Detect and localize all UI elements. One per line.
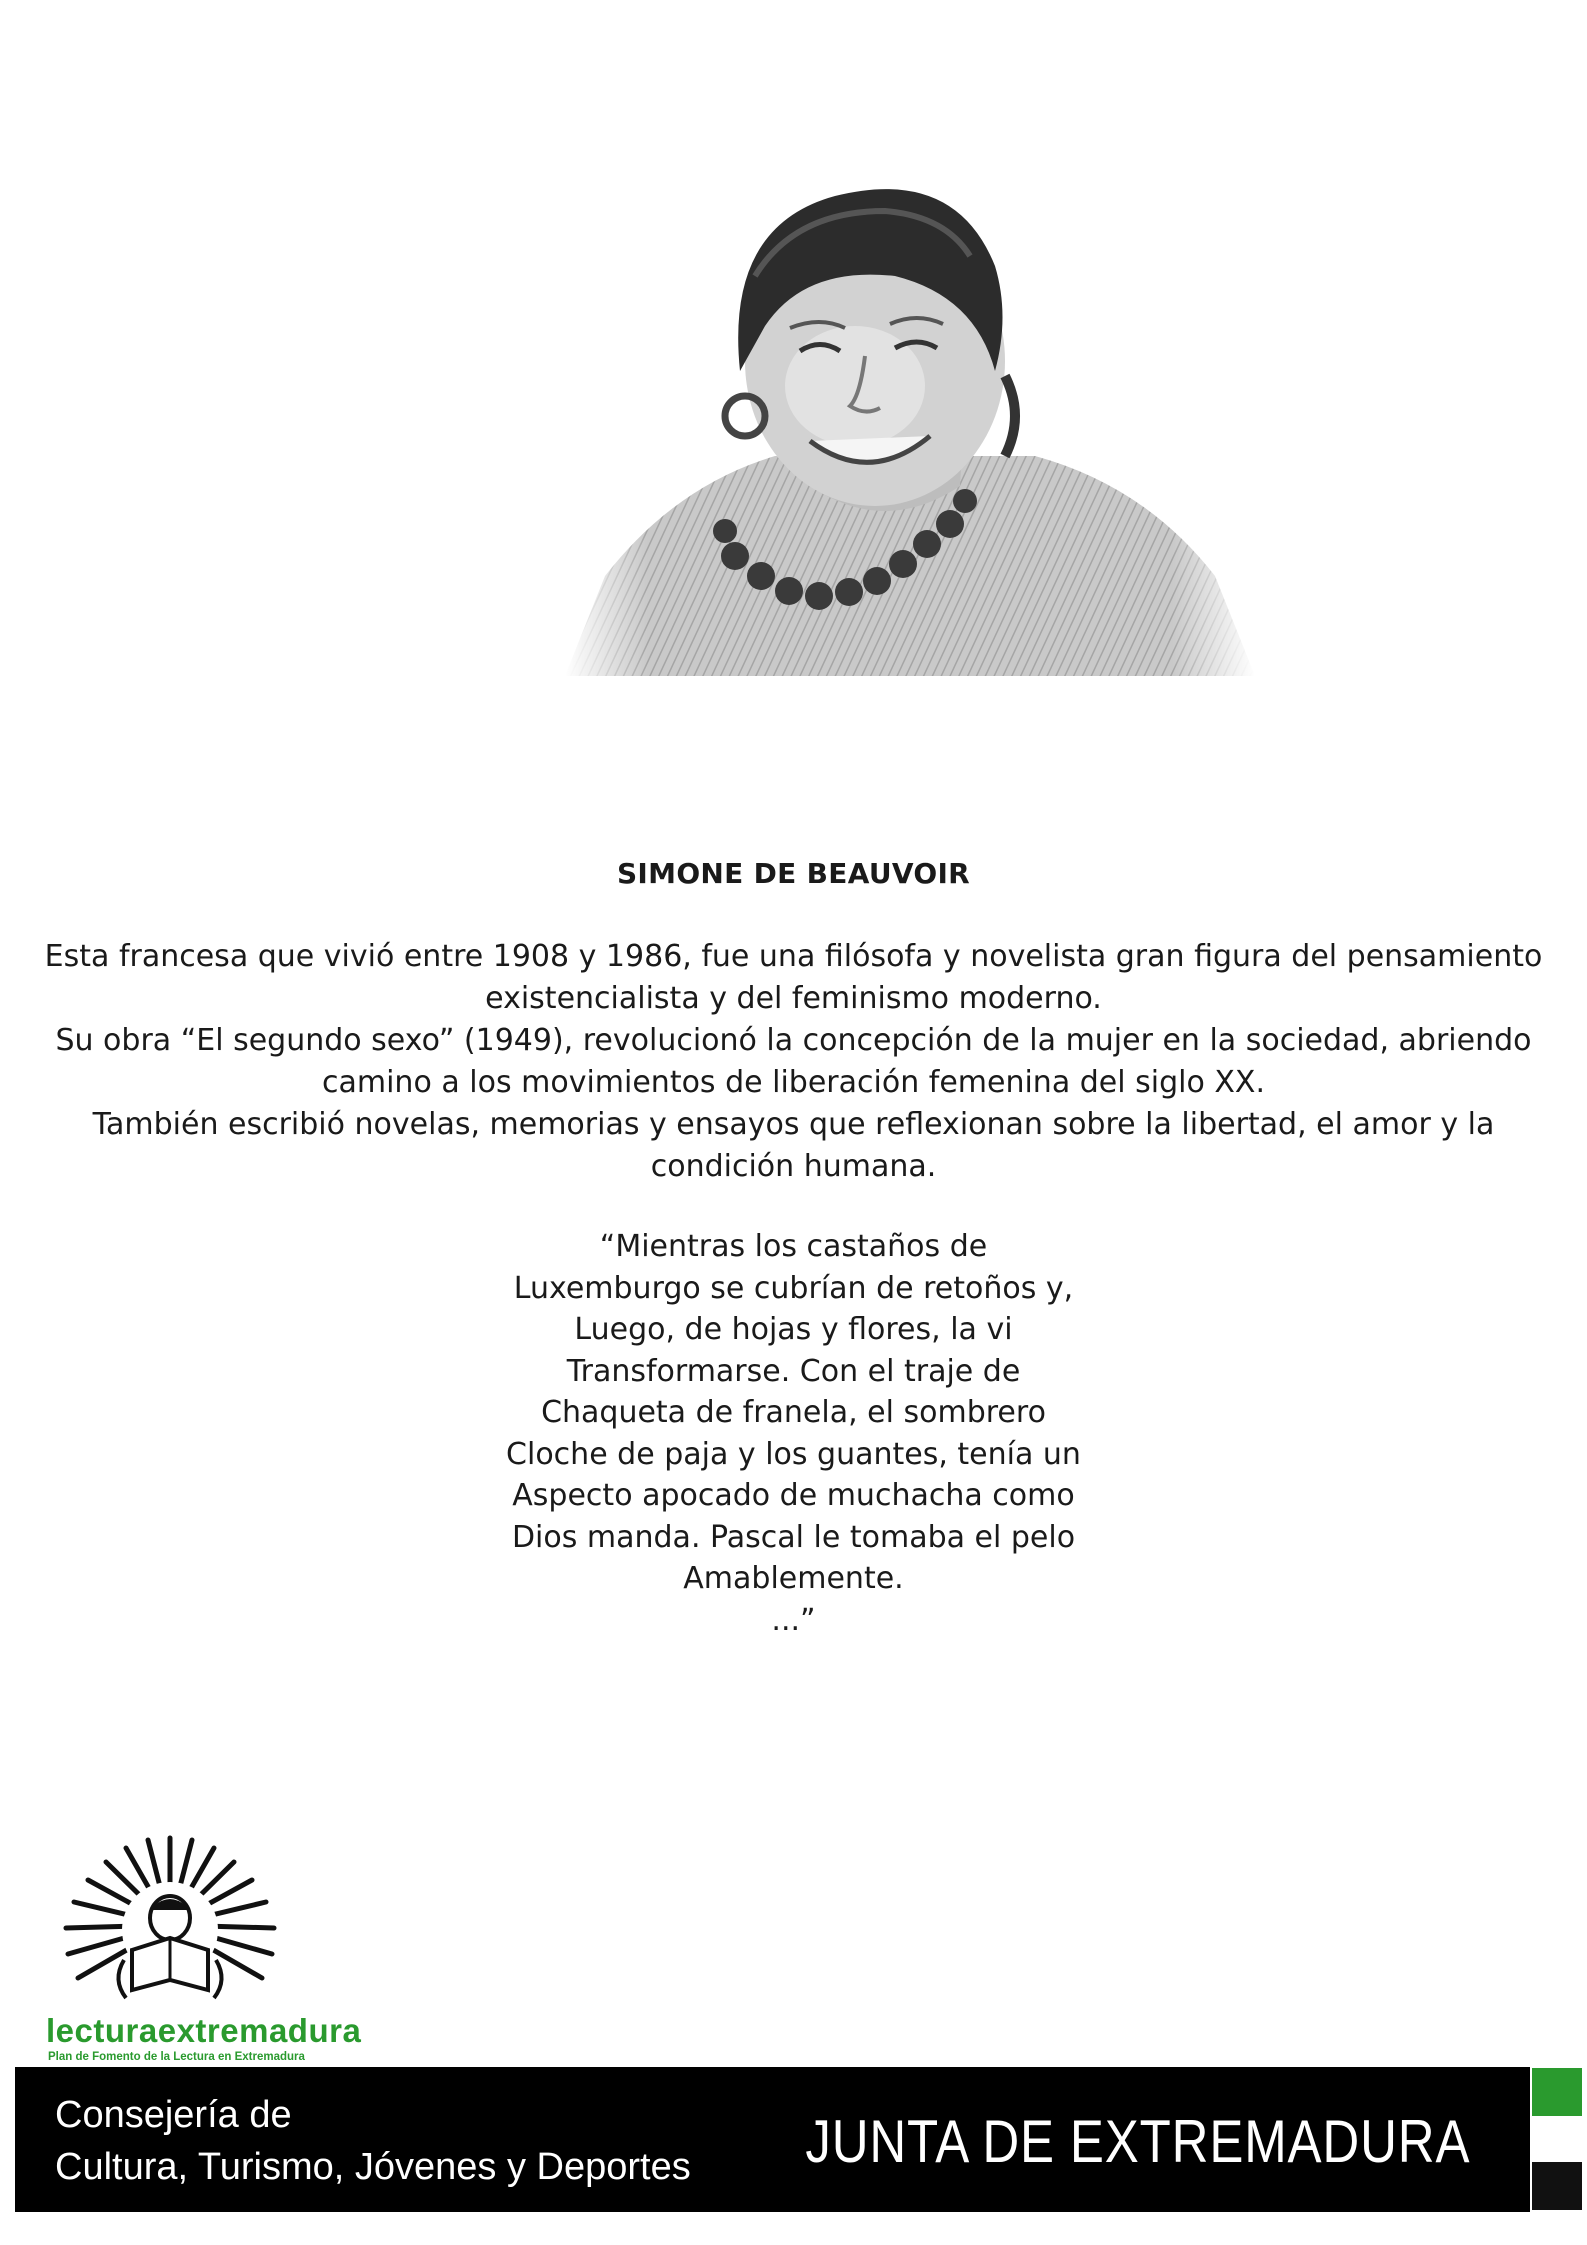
quote-line: Cloche de paja y los guantes, tenía un	[506, 1436, 1081, 1472]
quote-line: ...”	[771, 1602, 816, 1638]
quote-line: Transformarse. Con el traje de	[566, 1353, 1021, 1389]
quote-line: Luxemburgo se cubrían de retoños y,	[513, 1270, 1074, 1306]
quote-line: Luego, de hojas y flores, la vi	[574, 1312, 1013, 1347]
department-line: Cultura, Turismo, Jóvenes y Deportes	[55, 2146, 691, 2188]
bio-paragraph: También escribió novelas, memorias y ensayos que reflexionan sobre la libertad, el amor y la condición humana.	[92, 1107, 1495, 1184]
flag-green-stripe	[1532, 2068, 1582, 2116]
quote-line: Aspecto apocado de muchacha como	[512, 1478, 1075, 1513]
logo-subtitle: Plan de Fomento de la Lectura en Extremadura	[48, 2051, 305, 2063]
bio-paragraph: Esta francesa que vivió entre 1908 y 1986, fue una filósofa y novelista gran figura del pensamiento existencialista y del feminismo moderno.	[44, 939, 1543, 1016]
page-title: SIMONE DE BEAUVOIR	[616, 857, 971, 890]
bio-paragraph: Su obra “El segundo sexo” (1949), revolucionó la concepción de la mujer en la sociedad, abriendo camino a los movimientos de liberación femenina del siglo XX.	[55, 1023, 1532, 1100]
junta-de-extremadura-wordmark: JUNTA DE EXTREMADURA	[805, 2108, 1470, 2175]
quote-line: Dios manda. Pascal le tomaba el pelo	[511, 1519, 1076, 1555]
logo-name: lecturaextremadura	[46, 2012, 362, 2049]
department-name	[55, 2089, 691, 2193]
flag-black-stripe	[1532, 2162, 1582, 2210]
department-line: Consejería de	[55, 2094, 292, 2136]
lecturaextremadura-logo	[40, 1830, 362, 2063]
quote-line: Chaqueta de franela, el sombrero	[541, 1395, 1046, 1430]
sunburst-reader-icon	[40, 1830, 300, 2010]
portrait-photo	[565, 156, 1255, 676]
quote-line: Amablemente.	[683, 1561, 904, 1596]
quote-block	[400, 1226, 1187, 1641]
quote-line: “Mientras los castaños de	[599, 1229, 988, 1264]
footer-banner	[15, 2067, 1530, 2212]
biography	[30, 936, 1557, 1188]
